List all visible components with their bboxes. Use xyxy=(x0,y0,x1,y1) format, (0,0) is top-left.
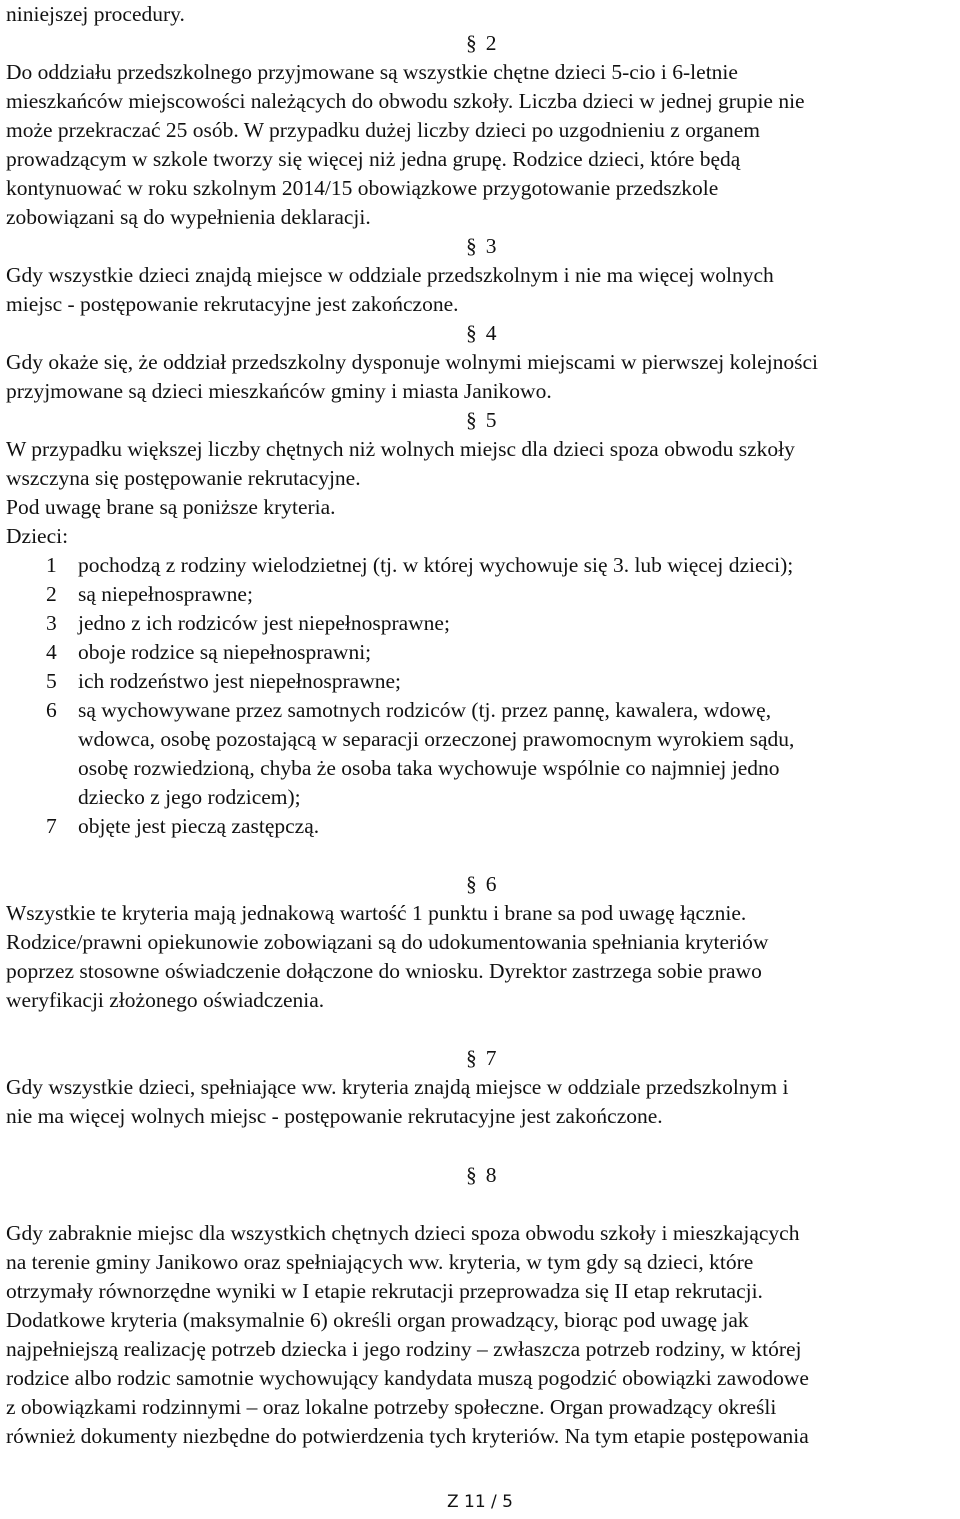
criterion-number: 1 xyxy=(46,553,57,577)
section-heading-6 xyxy=(466,870,497,899)
criterion-number: 5 xyxy=(46,669,57,693)
criterion-text: wdowca, osobę pozostającą w separacji orzeczonej prawomocnym wyrokiem sądu, xyxy=(78,727,795,751)
text-line: poprzez stosowne oświadczenie dołączone do wniosku. Dyrektor zastrzega sobie prawo xyxy=(6,959,762,983)
section-symbol: § xyxy=(466,1163,477,1187)
criterion-text: objęte jest pieczą zastępczą. xyxy=(78,814,320,838)
section-number: 5 xyxy=(485,408,497,432)
section-heading-7 xyxy=(466,1044,497,1073)
text-line: Gdy wszystkie dzieci, spełniające ww. kryteria znajdą miejsce w oddziale przedszkolnym i xyxy=(6,1075,789,1099)
section-heading-3 xyxy=(466,232,497,261)
section-number: 8 xyxy=(485,1163,497,1187)
text-line: wszczyna się postępowanie rekrutacyjne. xyxy=(6,466,361,490)
section-number: 3 xyxy=(485,234,497,258)
text-line: najpełniejszą realizację potrzeb dziecka i jego rodziny – zwłaszcza potrzeb rodziny, w której xyxy=(6,1337,802,1361)
text-line: weryfikacji złożonego oświadczenia. xyxy=(6,988,325,1012)
text-line: na terenie gminy Janikowo oraz spełniających ww. kryteria, w tym gdy są dzieci, które xyxy=(6,1250,754,1274)
text-line: Gdy wszystkie dzieci znajdą miejsce w oddziale przedszkolnym i nie ma więcej wolnych xyxy=(6,263,774,287)
criterion-number: 7 xyxy=(46,814,57,838)
criterion-text: jedno z ich rodziców jest niepełnosprawne; xyxy=(78,611,450,635)
text-line: Do oddziału przedszkolnego przyjmowane są wszystkie chętne dzieci 5-cio i 6-letnie xyxy=(6,60,738,84)
text-line: nie ma więcej wolnych miejsc - postępowanie rekrutacyjne jest zakończone. xyxy=(6,1104,663,1128)
text-line: Gdy zabraknie miejsc dla wszystkich chętnych dzieci spoza obwodu szkoły i mieszkających xyxy=(6,1221,800,1245)
text-line: Pod uwagę brane są poniższe kryteria. xyxy=(6,495,336,519)
text-line: przyjmowane są dzieci mieszkańców gminy i miasta Janikowo. xyxy=(6,379,552,403)
text-line: rodzice albo rodzic samotnie wychowujący kandydata muszą pogodzić obowiązki zawodowe xyxy=(6,1366,809,1390)
criterion-number: 6 xyxy=(46,698,57,722)
criterion-text: pochodzą z rodziny wielodzietnej (tj. w której wychowuje się 3. lub więcej dzieci); xyxy=(78,553,794,577)
page-number-footer: Z 11 / 5 xyxy=(446,1492,514,1512)
text-line: z obowiązkami rodzinnymi – oraz lokalne potrzeby społeczne. Organ prowadzący określi xyxy=(6,1395,777,1419)
text-line: Dodatkowe kryteria (maksymalnie 6) określi organ prowadzący, biorąc pod uwagę jak xyxy=(6,1308,749,1332)
text-line: Rodzice/prawni opiekunowie zobowiązani są do udokumentowania spełniania kryteriów xyxy=(6,930,769,954)
text-line: niniejszej procedury. xyxy=(6,2,185,26)
criterion-text: są niepełnosprawne; xyxy=(78,582,253,606)
text-line: Dzieci: xyxy=(6,524,69,548)
section-number: 4 xyxy=(485,321,497,345)
section-symbol: § xyxy=(466,31,477,55)
section-symbol: § xyxy=(466,1046,477,1070)
text-line: Gdy okaże się, że oddział przedszkolny dysponuje wolnymi miejscami w pierwszej kolejności xyxy=(6,350,819,374)
text-line: również dokumenty niezbędne do potwierdzenia tych kryteriów. Na tym etapie postępowania xyxy=(6,1424,809,1448)
criterion-text: oboje rodzice są niepełnosprawni; xyxy=(78,640,372,664)
text-line: miejsc - postępowanie rekrutacyjne jest zakończone. xyxy=(6,292,459,316)
criterion-text: są wychowywane przez samotnych rodziców (tj. przez pannę, kawalera, wdowę, xyxy=(78,698,772,722)
text-line: otrzymały równorzędne wyniki w I etapie rekrutacji przeprowadza się II etap rekrutacji. xyxy=(6,1279,763,1303)
section-number: 6 xyxy=(485,872,497,896)
text-line: prowadzącym w szkole tworzy się więcej niż jedna grupę. Rodzice dzieci, które będą xyxy=(6,147,741,171)
section-symbol: § xyxy=(466,321,477,345)
section-heading-5 xyxy=(466,406,497,435)
section-symbol: § xyxy=(466,872,477,896)
section-symbol: § xyxy=(466,234,477,258)
text-line: Wszystkie te kryteria mają jednakową wartość 1 punktu i brane sa pod uwagę łącznie. xyxy=(6,901,747,925)
section-heading-2 xyxy=(466,29,497,58)
section-symbol: § xyxy=(466,408,477,432)
criterion-number: 3 xyxy=(46,611,57,635)
criterion-number: 4 xyxy=(46,640,57,664)
text-line: mieszkańców miejscowości należących do obwodu szkoły. Liczba dzieci w jednej grupie nie xyxy=(6,89,805,113)
criterion-text: osobę rozwiedzioną, chyba że osoba taka wychowuje wspólnie co najmniej jedno xyxy=(78,756,780,780)
section-number: 2 xyxy=(485,31,497,55)
criterion-text: ich rodzeństwo jest niepełnosprawne; xyxy=(78,669,402,693)
section-heading-8 xyxy=(466,1161,497,1190)
text-line: może przekraczać 25 osób. W przypadku dużej liczby dzieci po uzgodnieniu z organem xyxy=(6,118,761,142)
text-line: kontynuować w roku szkolnym 2014/15 obowiązkowe przygotowanie przedszkole xyxy=(6,176,719,200)
text-line: zobowiązani są do wypełnienia deklaracji. xyxy=(6,205,371,229)
criterion-number: 2 xyxy=(46,582,57,606)
text-line: W przypadku większej liczby chętnych niż wolnych miejsc dla dzieci spoza obwodu szkoły xyxy=(6,437,795,461)
section-number: 7 xyxy=(485,1046,497,1070)
section-heading-4 xyxy=(466,319,497,348)
criterion-text: dziecko z jego rodzicem); xyxy=(78,785,301,809)
